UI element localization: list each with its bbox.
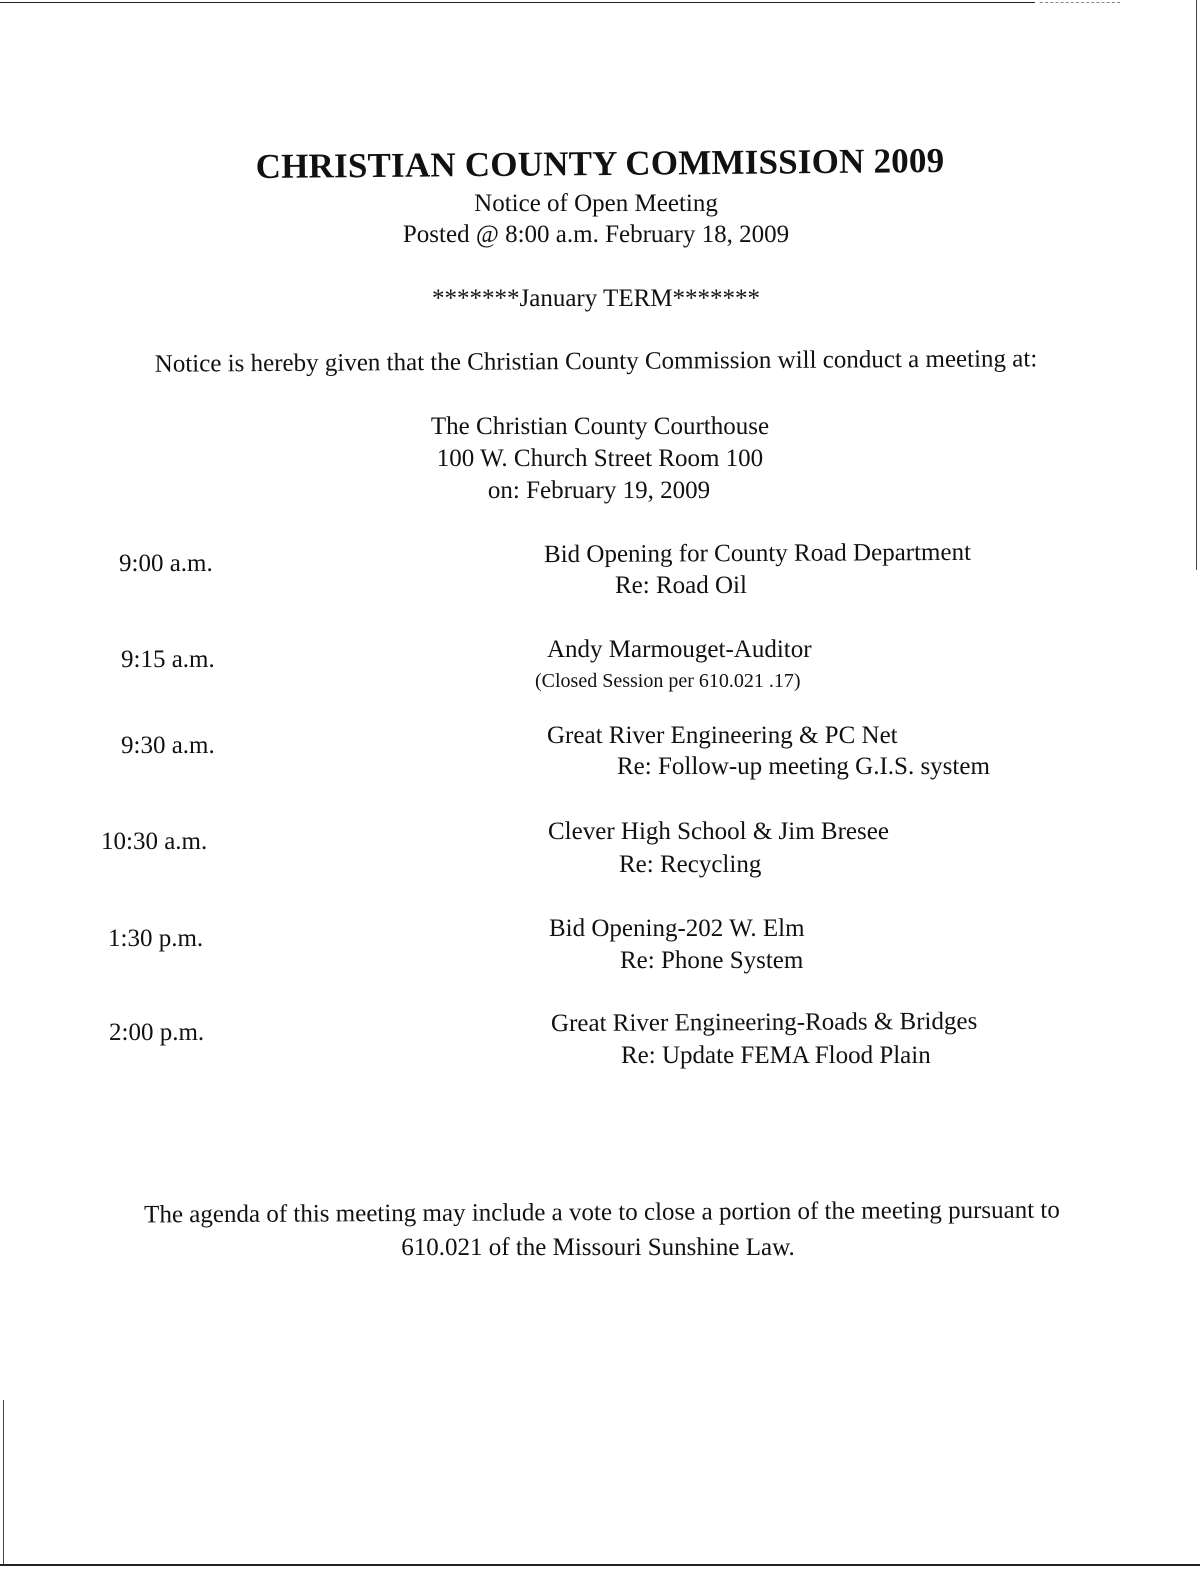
location-address: 100 W. Church Street Room 100 <box>436 445 764 472</box>
agenda-detail: Re: Road Oil <box>615 572 747 599</box>
scan-edge-top <box>0 2 1035 3</box>
intro-paragraph: Notice is hereby given that the Christian County Commission will conduct a meeting at: <box>154 345 1038 378</box>
agenda-item <box>0 1009 1200 1079</box>
agenda-item <box>0 915 1200 985</box>
agenda-item <box>0 540 1200 610</box>
agenda-description: Bid Opening for County Road Department <box>543 538 972 569</box>
agenda-detail: (Closed Session per 610.021 .17) <box>535 670 801 692</box>
agenda-description: Bid Opening-202 W. Elm <box>549 915 805 942</box>
scan-edge-top-dashed <box>1040 2 1120 3</box>
notice-heading: Notice of Open Meeting <box>474 190 718 217</box>
agenda-detail: Re: Recycling <box>619 851 762 878</box>
agenda-description: Great River Engineering & PC Net <box>547 722 898 749</box>
agenda-time: 1:30 p.m. <box>108 925 204 952</box>
agenda-time: 9:00 a.m. <box>119 550 213 577</box>
meeting-date: on: February 19, 2009 <box>487 477 711 504</box>
agenda-detail: Re: Phone System <box>620 947 804 974</box>
agenda-description: Great River Engineering-Roads & Bridges <box>550 1007 978 1038</box>
agenda-item <box>0 636 1200 706</box>
agenda-item <box>0 722 1200 792</box>
scan-edge-bottom <box>0 1564 1200 1566</box>
agenda-time: 10:30 a.m. <box>101 828 208 855</box>
footer-notice-line-1: The agenda of this meeting may include a vote to close a portion of the meeting pursuant to <box>144 1196 1060 1229</box>
agenda-item <box>0 818 1200 888</box>
location-building: The Christian County Courthouse <box>430 413 770 440</box>
agenda-detail: Re: Update FEMA Flood Plain <box>621 1042 931 1069</box>
agenda-description: Andy Marmouget-Auditor <box>547 636 812 663</box>
agenda-detail: Re: Follow-up meeting G.I.S. system <box>617 753 990 780</box>
agenda-time: 2:00 p.m. <box>109 1019 205 1046</box>
footer-notice-line-2: 610.021 of the Missouri Sunshine Law. <box>401 1234 795 1261</box>
agenda-time: 9:15 a.m. <box>121 646 215 673</box>
document-title: CHRISTIAN COUNTY COMMISSION 2009 <box>255 140 945 187</box>
posted-timestamp: Posted @ 8:00 a.m. February 18, 2009 <box>402 221 790 248</box>
agenda-time: 9:30 a.m. <box>121 732 215 759</box>
term-banner: *******January TERM******* <box>432 285 760 312</box>
agenda-description: Clever High School & Jim Bresee <box>548 818 889 845</box>
scan-edge-left <box>3 1400 4 1564</box>
